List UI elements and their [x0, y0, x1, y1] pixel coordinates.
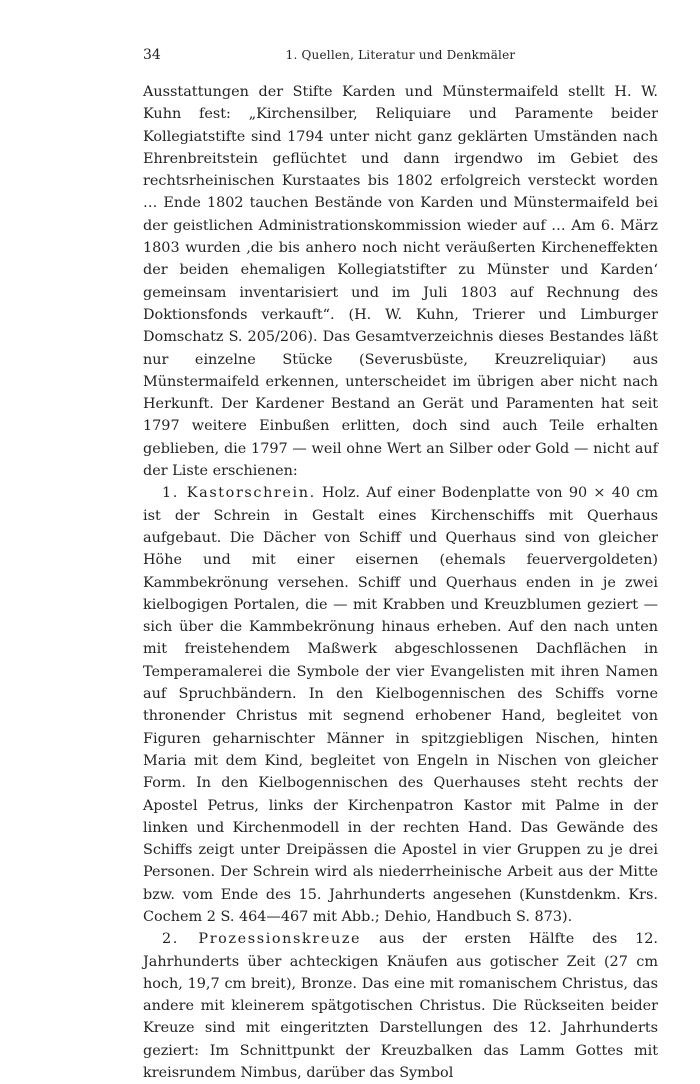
paragraph-text: aus der ersten Hälfte des 12. Jahrhunderts über achteckigen Knäufen aus gotischer Zeit (27 cm hoch, 19,7 cm breit), Bronze. Das eine mit romanischem Christus, das andere mit kleinerem spätgotischen Christus. Die Rückseiten beider Kreuze sind mit eingeritzten Darstellungen des 12. Jahrhunderts geziert: Im Schnittpunkt der Kreuzbalken das Lamm Gottes mit kreisrundem Nimbus, darüber das Symbol	[143, 931, 658, 1082]
paragraph-prozessionskreuze	[143, 928, 658, 1084]
paragraph-kastorschrein	[143, 482, 658, 928]
page-header	[143, 44, 658, 66]
paragraph-text: Ausstattungen der Stifte Karden und Münstermaifeld stellt H. W. Kuhn fest: „Kirchensilber, Reliquiare und Paramente beider Kollegiatstifte sind 1794 unter nicht ganz geklärten Umständen nach Ehrenbreitstein geflüchtet und dann irgendwo im Gebiet des rechtsrheinischen Kurstaates bis 1802 erfolgreich versteckt worden … Ende 1802 tauchen Bestände von Karden und Münstermaifeld bei der geistlichen Administrationskommission wieder auf … Am 6. März 1803 wurden ‚die bis anhero noch nicht veräußerten Kircheneffekten der beiden ehemaligen Kollegiatstifter zu Münster und Karden‘ gemeinsam inventarisiert und im Juli 1803 auf Rechnung des Doktionsfonds verkauft“. (H. W. Kuhn, Trierer und Limburger Domschatz S. 205/206). Das Gesamtverzeichnis dieses Bestandes läßt nur einzelne Stücke (Severusbüste, Kreuzreliquiar) aus Münstermaifeld erkennen, unterscheidet im übrigen aber nicht nach Herkunft. Der Kardener Bestand an Gerät und Paramenten hat seit 1797 weitere Einbußen erlitten, doch sind auch Teile erhalten geblieben, die 1797 — weil ohne Wert an Silber oder Gold — nicht auf der Liste erschienen:	[143, 84, 658, 480]
paragraph-text: Holz. Auf einer Bodenplatte von 90 × 40 cm ist der Schrein in Gestalt eines Kirchenschiffs mit Querhaus aufgebaut. Die Dächer von Schiff und Querhaus sind von gleicher Höhe und mit einer eisernen (ehemals feuervergoldeten) Kammbekrönung versehen. Schiff und Querhaus enden in je zwei kielbogigen Portalen, die — mit Krabben und Kreuzblumen geziert — sich über die Kammbekrönung hinaus erheben. Auf den nach unten mit freistehendem Maßwerk abgeschlossenen Dachflächen in Temperamalerei die Symbole der vier Evangelisten mit ihren Namen auf Spruchbändern. In den Kielbogennischen des Schiffs vorne thronender Christus mit segnend erhobener Hand, begleitet von Figuren geharnischter Männer in spitzgiebligen Nischen, hinten Maria mit dem Kind, begleitet von Engeln in Nischen von gleicher Form. In den Kielbogennischen des Querhauses steht rechts der Apostel Petrus, links der Kirchenpatron Kastor mit Palme in der linken und Kirchenmodell in der rechten Hand. Das Gewände des Schiffs zeigt unter Dreipässen die Apostel in vier Gruppen zu je drei Personen. Der Schrein wird als niederrheinische Arbeit aus der Mitte bzw. vom Ende des 15. Jahrhunderts angesehen (Kunstdenkm. Krs. Cochem 2 S. 464—467 mit Abb.; Dehio, Handbuch S. 873).	[143, 485, 658, 925]
paragraph-intro	[143, 81, 658, 482]
running-title: 1. Quellen, Literatur und Denkmäler	[285, 48, 516, 62]
item-heading: 1. Kastorschrein.	[162, 485, 316, 502]
page-number: 34	[143, 47, 161, 63]
item-heading: 2. Prozessionskreuze	[162, 931, 362, 948]
body-text	[143, 81, 658, 1084]
